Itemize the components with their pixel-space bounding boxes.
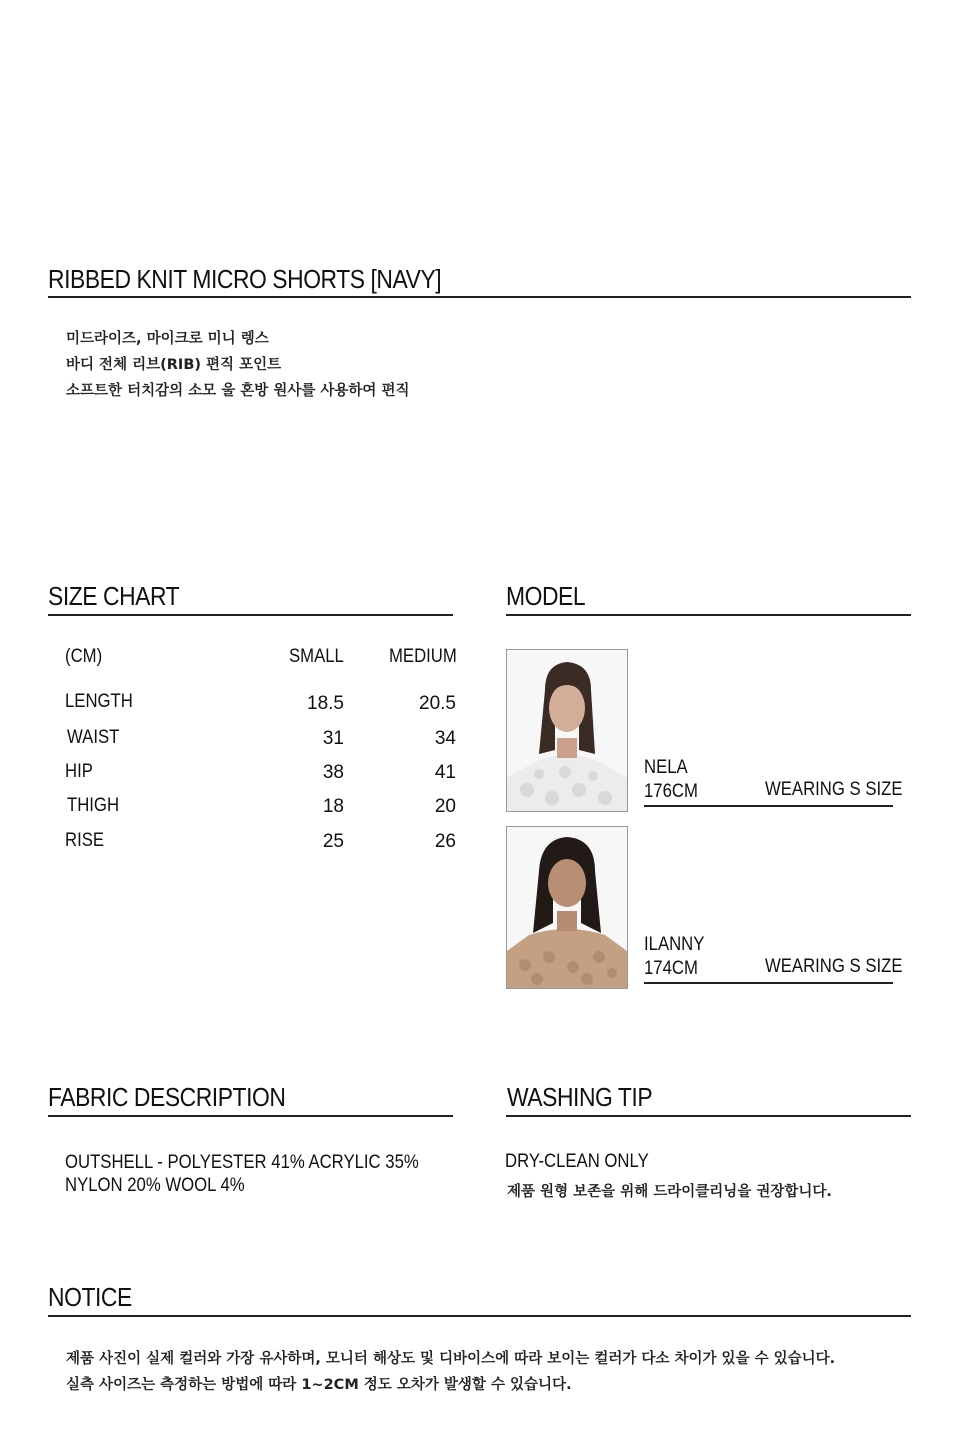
washing-divider (506, 1115, 911, 1117)
column-header-small: SMALL (289, 646, 344, 667)
model-photo-ilanny (506, 826, 628, 989)
row-label: LENGTH (65, 691, 133, 712)
model-name: ILANNY (644, 934, 705, 955)
model-wearing-size: WEARING S SIZE (765, 956, 903, 977)
notice-line: 제품 사진이 실제 컬러와 가장 유사하며, 모니터 해상도 및 디바이스에 따라 보이는 컬러가 다소 차이가 있을 수 있습니다. (66, 1351, 836, 1367)
cell-small: 18.5 (307, 693, 344, 714)
row-label: HIP (65, 761, 93, 782)
notice-line: 실측 사이즈는 측정하는 방법에 따라 1~2CM 정도 오차가 발생할 수 있습니다. (66, 1377, 572, 1393)
model-name: NELA (644, 757, 688, 778)
row-label: RISE (65, 830, 105, 851)
fabric-heading: FABRIC DESCRIPTION (48, 1082, 286, 1112)
cell-medium: 34 (434, 728, 456, 749)
cell-small: 38 (322, 762, 344, 783)
washing-heading: WASHING TIP (507, 1082, 653, 1112)
feature-item: 미드라이즈, 마이크로 미니 렝스 (66, 331, 269, 347)
cell-medium: 20.5 (419, 693, 456, 714)
model-photo-nela (506, 649, 628, 812)
fabric-divider (48, 1115, 453, 1117)
size-chart-table (0, 0, 480, 900)
notice-heading: NOTICE (48, 1282, 132, 1312)
cell-small: 31 (322, 728, 344, 749)
model-portrait-icon (507, 650, 627, 811)
feature-item: 소프트한 터치감의 소모 울 혼방 원사를 사용하여 편직 (66, 383, 410, 399)
model-height: 174CM (644, 958, 698, 979)
cell-medium: 41 (434, 762, 456, 783)
feature-item: 바디 전체 리브(RIB) 편직 포인트 (66, 357, 282, 373)
notice-divider (48, 1315, 911, 1317)
cell-small: 25 (322, 831, 344, 852)
row-label: THIGH (67, 795, 120, 816)
cell-small: 18 (322, 796, 344, 817)
cell-medium: 26 (434, 831, 456, 852)
size-chart-heading: SIZE CHART (48, 581, 180, 611)
fabric-line: OUTSHELL - POLYESTER 41% ACRYLIC 35% (65, 1152, 419, 1173)
washing-line: DRY-CLEAN ONLY (505, 1151, 649, 1172)
fabric-line: NYLON 20% WOOL 4% (65, 1175, 245, 1196)
model-portrait-icon (507, 827, 627, 988)
unit-label: (CM) (65, 646, 103, 667)
row-label: WAIST (67, 727, 120, 748)
model-divider-ilanny (644, 982, 893, 984)
washing-line: 제품 원형 보존을 위해 드라이클리닝을 권장합니다. (507, 1184, 832, 1200)
model-height: 176CM (644, 781, 698, 802)
model-divider (506, 614, 911, 616)
model-wearing-size: WEARING S SIZE (765, 779, 903, 800)
column-header-medium: MEDIUM (389, 646, 457, 667)
model-heading: MODEL (506, 581, 586, 611)
cell-medium: 20 (434, 796, 456, 817)
product-title: RIBBED KNIT MICRO SHORTS [NAVY] (48, 264, 442, 294)
model-divider-nela (644, 805, 893, 807)
